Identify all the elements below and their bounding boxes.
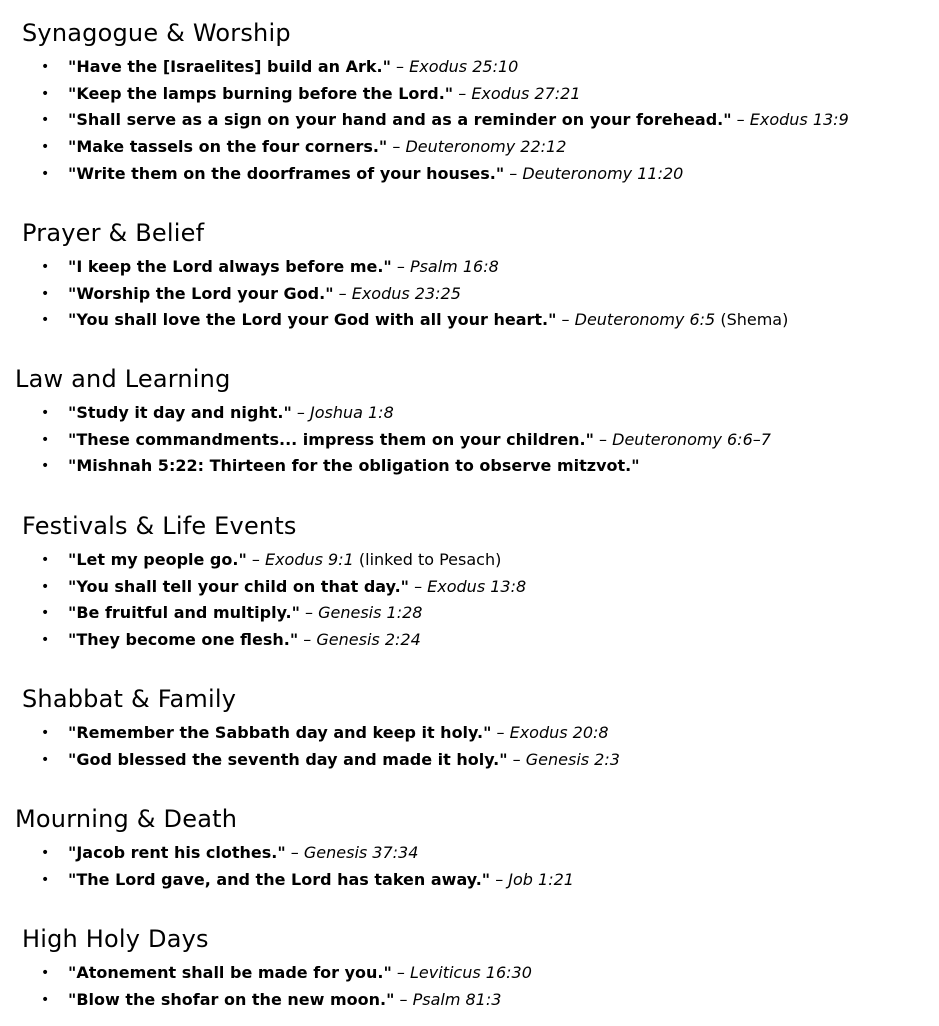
verse-reference: Joshua 1:8 <box>309 403 394 422</box>
section-heading: Mourning & Death <box>15 805 238 833</box>
separator: – <box>408 576 428 596</box>
bullet-icon: • <box>41 112 50 129</box>
verse-reference: Genesis 2:3 <box>525 749 620 769</box>
section-heading: Law and Learning <box>15 365 231 393</box>
bullet-icon: • <box>41 259 50 275</box>
verse-reference: Deuteronomy 6:6–7 <box>612 429 771 449</box>
list-item <box>0 427 771 454</box>
list-item <box>0 840 574 867</box>
list-item <box>0 867 574 894</box>
verse-reference: Genesis 37:34 <box>303 843 419 862</box>
section-heading: Festivals & Life Events <box>22 512 297 540</box>
verse-reference: Deuteronomy 11:20 <box>522 163 684 183</box>
separator: – <box>246 550 265 569</box>
list-item <box>0 134 849 161</box>
separator: – <box>490 869 509 889</box>
verse-quote: "The Lord gave, and the Lord has taken away." <box>68 869 491 889</box>
verse-quote: "You shall tell your child on that day." <box>68 576 409 596</box>
list-item <box>0 627 526 654</box>
verse-quote: "Jacob rent his clothes." <box>68 843 286 862</box>
separator: – <box>291 403 310 422</box>
verse-note: (Shema) <box>715 310 789 330</box>
verse-reference: Exodus 23:25 <box>351 283 461 303</box>
bullet-icon: • <box>41 578 50 595</box>
list-item <box>0 400 771 427</box>
bullet-icon: • <box>41 552 50 568</box>
verse-list <box>0 547 526 654</box>
separator: – <box>453 83 472 103</box>
verse-reference: Genesis 1:28 <box>318 603 423 623</box>
list-item <box>0 254 788 281</box>
verse-list <box>0 840 574 893</box>
verse-quote: "Atonement shall be made for you." <box>68 963 392 982</box>
list-item <box>0 81 849 108</box>
separator: – <box>387 137 406 157</box>
verse-quote: "They become one flesh." <box>68 630 299 650</box>
verse-quote: "Worship the Lord your God." <box>68 283 334 303</box>
separator: – <box>391 257 410 276</box>
verse-reference: Deuteronomy 22:12 <box>405 137 567 157</box>
verse-quote: "I keep the Lord always before me." <box>68 257 392 276</box>
verse-list <box>0 54 849 187</box>
section-heading: Shabbat & Family <box>22 685 237 713</box>
list-item <box>0 453 771 480</box>
separator: – <box>731 110 750 130</box>
list-item <box>0 54 849 81</box>
bullet-icon: • <box>41 991 50 1008</box>
list-item <box>0 574 526 601</box>
verse-quote: "Be fruitful and multiply." <box>68 603 300 623</box>
bullet-icon: • <box>41 431 50 448</box>
list-item <box>0 987 532 1014</box>
verse-quote: "Make tassels on the four corners." <box>68 137 388 157</box>
bullet-icon: • <box>41 285 50 302</box>
list-item <box>0 107 849 134</box>
bullet-icon: • <box>41 405 50 421</box>
list-item <box>0 960 532 987</box>
verse-quote: "Blow the shofar on the new moon." <box>68 989 395 1009</box>
verse-quote: "These commandments... impress them on your children." <box>68 429 594 449</box>
separator: – <box>507 749 526 769</box>
verse-reference: Exodus 20:8 <box>509 723 609 742</box>
verse-quote: "You shall love the Lord your God with all your heart." <box>68 310 557 330</box>
list-item <box>0 600 526 627</box>
section-heading: Prayer & Belief <box>22 219 205 247</box>
verse-list <box>0 960 532 1013</box>
verse-reference: Psalm 16:8 <box>409 257 499 276</box>
separator: – <box>333 283 352 303</box>
verse-reference: Exodus 13:9 <box>749 110 849 130</box>
separator: – <box>593 429 613 449</box>
verse-reference: Leviticus 16:30 <box>410 963 532 982</box>
separator: – <box>556 310 575 330</box>
verse-reference: Job 1:21 <box>508 869 574 889</box>
bullet-icon: • <box>41 751 50 768</box>
verse-quote: "God blessed the seventh day and made it holy." <box>68 749 508 769</box>
verse-reference: Deuteronomy 6:5 <box>574 310 716 330</box>
list-item <box>0 720 620 747</box>
separator: – <box>298 630 317 650</box>
verse-reference: Genesis 2:24 <box>316 630 421 650</box>
bullet-icon: • <box>41 85 50 102</box>
bullet-icon: • <box>41 139 50 156</box>
section-heading: High Holy Days <box>22 925 209 953</box>
verse-list <box>0 720 620 773</box>
separator: – <box>390 57 410 76</box>
verse-quote: "Remember the Sabbath day and keep it holy." <box>68 723 492 742</box>
verse-list <box>0 400 771 480</box>
list-item <box>0 307 788 334</box>
list-item <box>0 161 849 188</box>
bullet-icon: • <box>41 312 50 329</box>
separator: – <box>491 723 510 742</box>
verse-quote: "Let my people go." <box>68 550 247 569</box>
separator: – <box>285 843 304 862</box>
verse-quote: "Write them on the doorframes of your houses." <box>68 163 505 183</box>
bullet-icon: • <box>41 845 50 861</box>
separator: – <box>394 989 413 1009</box>
bullet-icon: • <box>41 965 50 981</box>
list-item <box>0 281 788 308</box>
list-item <box>0 547 526 574</box>
verse-reference: Exodus 27:21 <box>471 83 581 103</box>
bullet-icon: • <box>41 632 50 649</box>
list-item <box>0 747 620 774</box>
verse-quote: "Have the [Israelites] build an Ark." <box>68 57 391 76</box>
bullet-icon: • <box>41 605 50 622</box>
verse-note: (linked to Pesach) <box>353 550 502 569</box>
separator: – <box>504 163 523 183</box>
bullet-icon: • <box>41 871 50 888</box>
section-heading: Synagogue & Worship <box>22 19 291 47</box>
bullet-icon: • <box>41 725 50 741</box>
verse-quote: "Keep the lamps burning before the Lord." <box>68 83 454 103</box>
separator: – <box>299 603 319 623</box>
bullet-icon: • <box>41 458 50 475</box>
verse-quote: "Study it day and night." <box>68 403 292 422</box>
bullet-icon: • <box>41 165 50 182</box>
separator: – <box>391 963 411 982</box>
verse-reference: Exodus 25:10 <box>409 57 519 76</box>
verse-list <box>0 254 788 334</box>
verse-reference: Exodus 9:1 <box>264 550 354 569</box>
verse-reference: Psalm 81:3 <box>412 989 502 1009</box>
verse-quote: "Mishnah 5:22: Thirteen for the obligation to observe mitzvot." <box>68 456 640 476</box>
bullet-icon: • <box>41 59 50 75</box>
verse-quote: "Shall serve as a sign on your hand and as a reminder on your forehead." <box>68 110 732 130</box>
verse-reference: Exodus 13:8 <box>427 576 527 596</box>
